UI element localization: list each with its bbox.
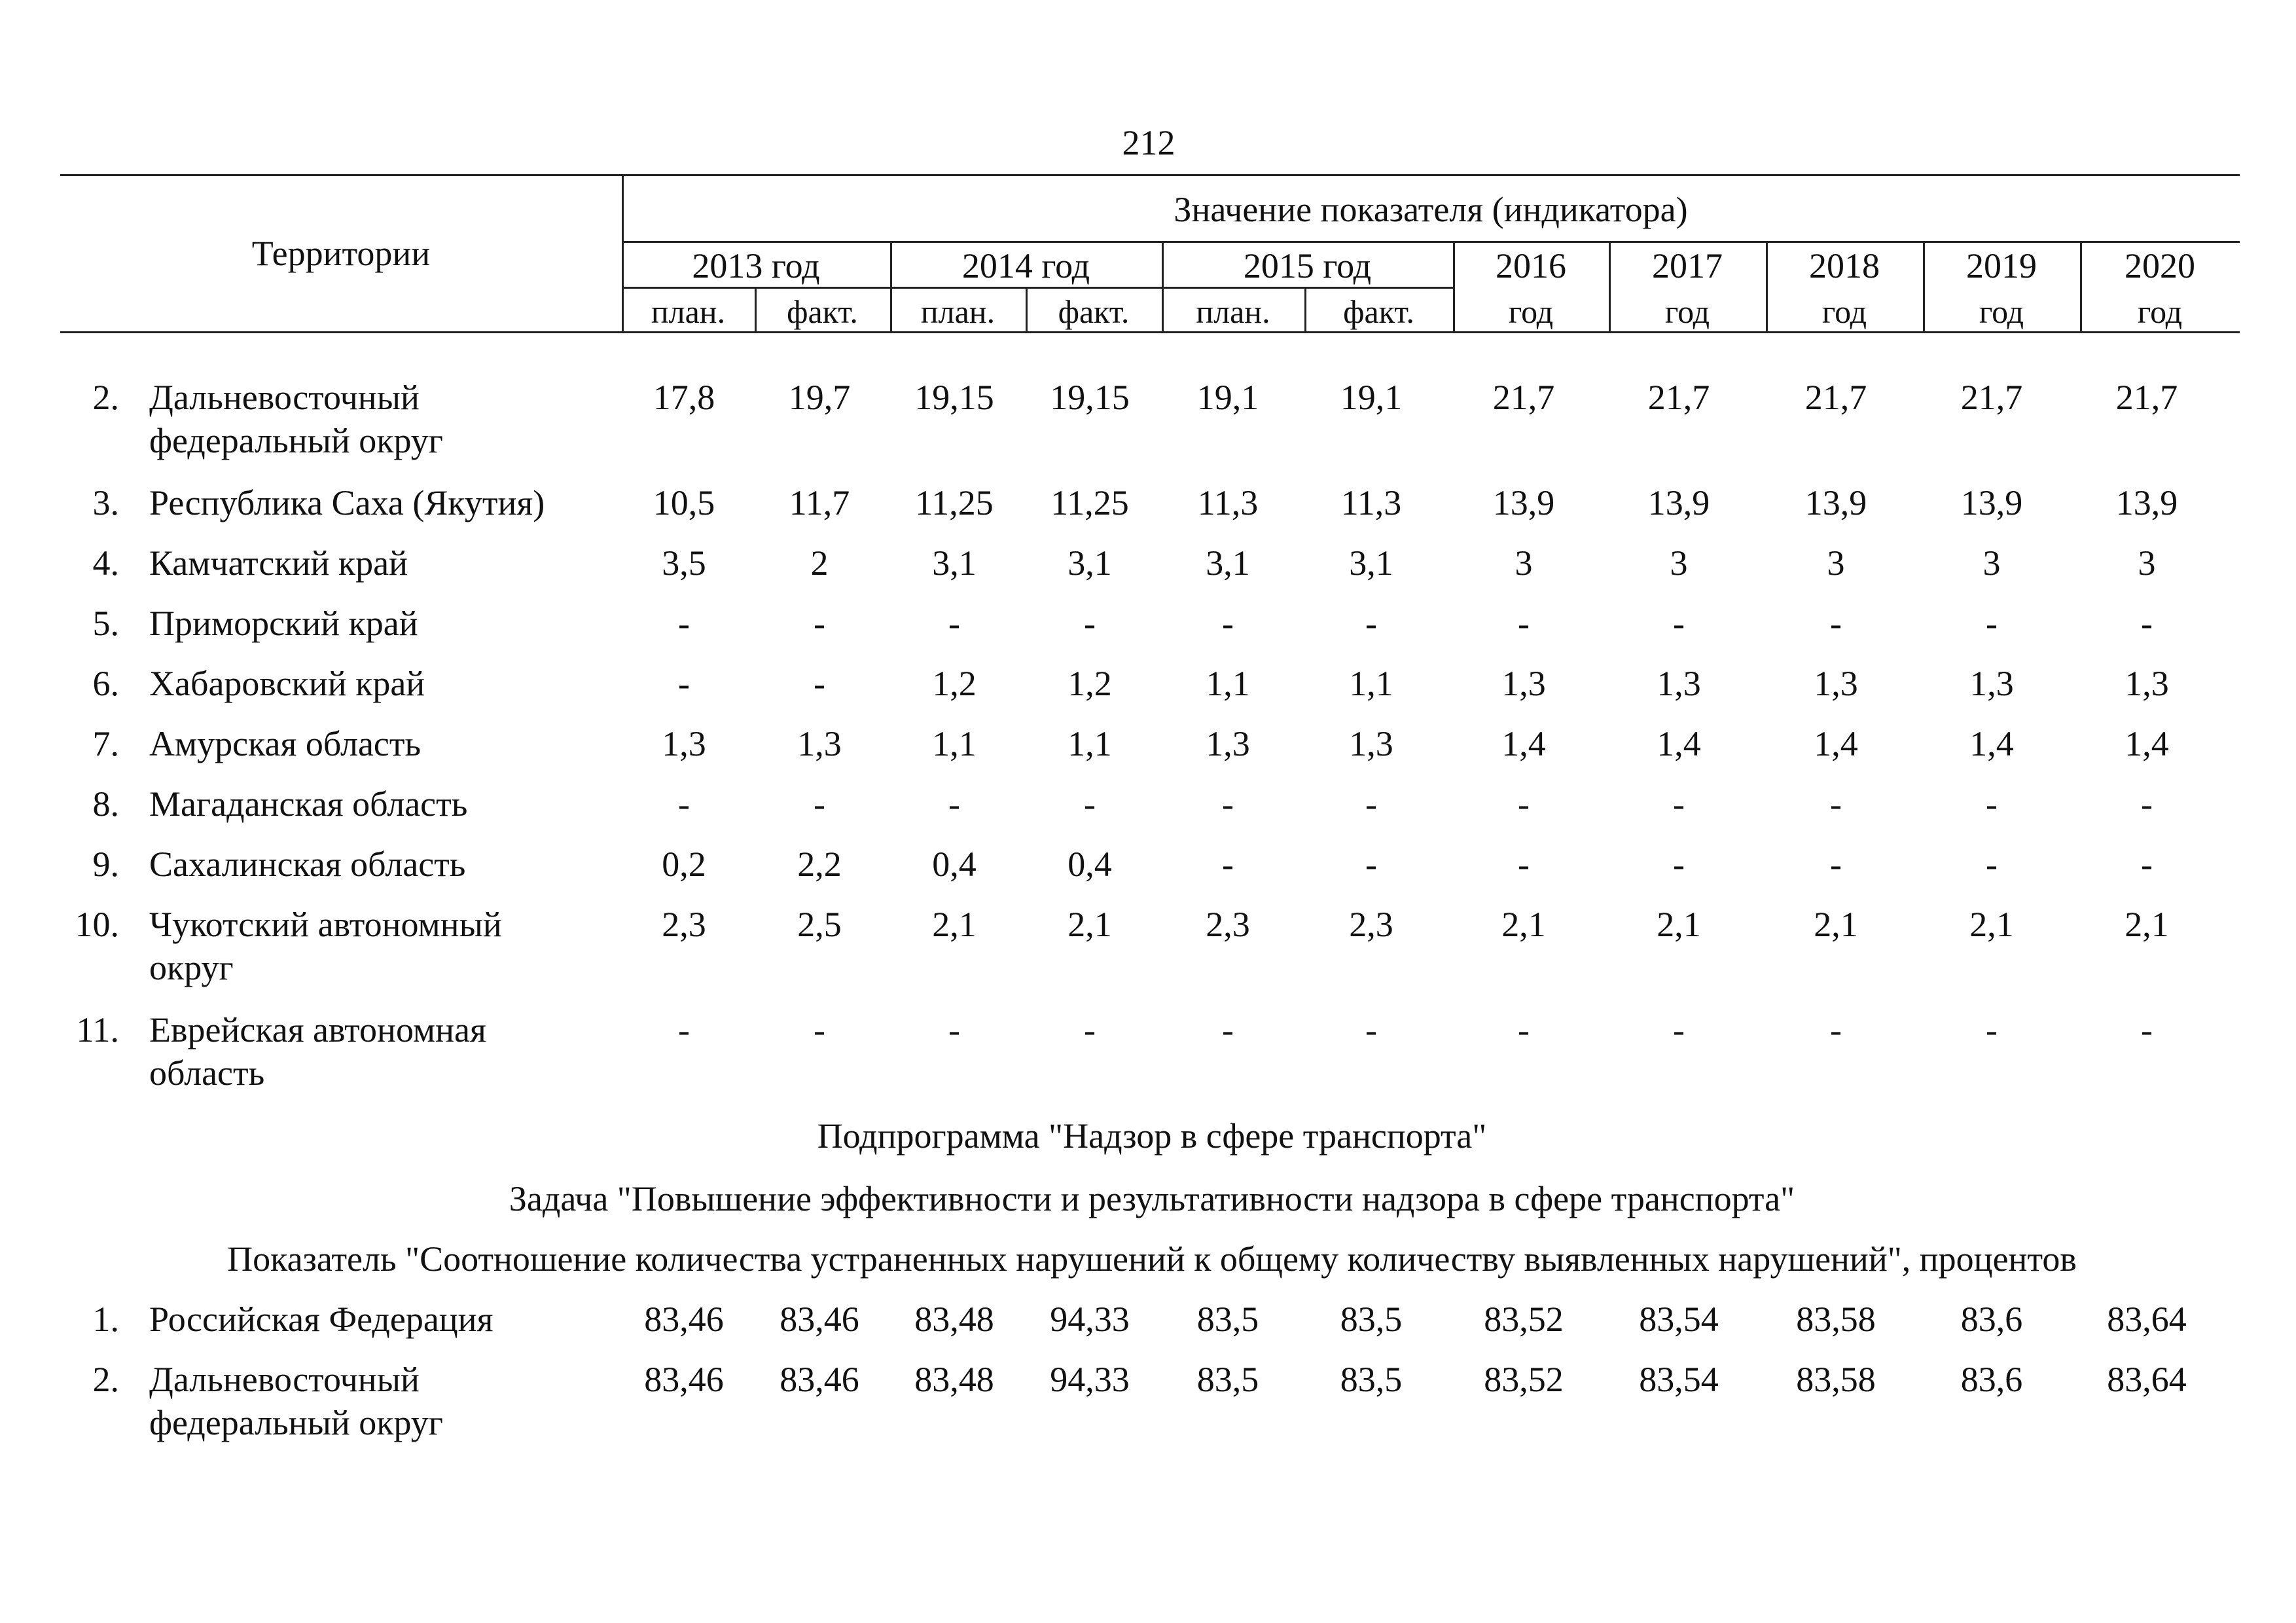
table-cell: 83,6 bbox=[1960, 1360, 2023, 1399]
table-cell: 83,46 bbox=[780, 1360, 859, 1399]
table-cell: 1,4 bbox=[1657, 724, 1701, 763]
table-cell: 3,5 bbox=[662, 543, 706, 583]
table-cell: 83,46 bbox=[780, 1300, 859, 1339]
table-cell: 3,1 bbox=[1067, 543, 1112, 583]
plan-header: план. bbox=[651, 293, 726, 330]
table-cell: - bbox=[2141, 845, 2153, 884]
table-cell: 19,7 bbox=[788, 378, 851, 417]
table-cell: - bbox=[678, 1010, 690, 1049]
table-cell: - bbox=[1222, 784, 1234, 824]
row-number: 2. bbox=[92, 378, 119, 417]
row-number: 2. bbox=[92, 1360, 119, 1399]
table-cell: 2,1 bbox=[2125, 905, 2169, 944]
territory-name: Дальневосточный bbox=[149, 378, 420, 417]
table-cell: - bbox=[1673, 1010, 1685, 1049]
table-cell: 1,3 bbox=[1206, 724, 1250, 763]
table-cell: 2,1 bbox=[1969, 905, 2014, 944]
table-cell: - bbox=[1222, 845, 1234, 884]
table-cell: 3 bbox=[1515, 543, 1533, 583]
table-cell: 83,52 bbox=[1484, 1300, 1564, 1339]
table-cell: 19,1 bbox=[1196, 378, 1259, 417]
fact-header: факт. bbox=[1058, 293, 1130, 330]
table-cell: - bbox=[1084, 1010, 1096, 1049]
table-cell: 1,4 bbox=[1501, 724, 1546, 763]
table-cell: 1,3 bbox=[1349, 724, 1393, 763]
table-cell: 1,1 bbox=[932, 724, 977, 763]
table-cell: - bbox=[2141, 784, 2153, 824]
territory-name: Магаданская область bbox=[149, 784, 468, 824]
table-cell: 1,4 bbox=[1814, 724, 1858, 763]
table-cell: 2,5 bbox=[797, 905, 842, 944]
header-subcol-rule bbox=[622, 287, 1453, 289]
table-cell: 83,6 bbox=[1960, 1300, 2023, 1339]
table-cell: 3,1 bbox=[1206, 543, 1250, 583]
table-cell: 83,54 bbox=[1639, 1300, 1719, 1339]
year-header-2019: 2019 bbox=[1966, 246, 2037, 285]
table-cell: 1,1 bbox=[1206, 664, 1250, 703]
table-cell: 19,1 bbox=[1340, 378, 1403, 417]
row-number: 1. bbox=[92, 1300, 119, 1339]
year-header-2017: 2017 bbox=[1652, 246, 1723, 285]
territory-name: Амурская область bbox=[149, 724, 422, 763]
table-cell: - bbox=[1830, 845, 1842, 884]
table-cell: 11,25 bbox=[915, 483, 994, 522]
table-cell: 13,9 bbox=[1960, 483, 2023, 522]
table-cell: 83,58 bbox=[1796, 1300, 1876, 1339]
table-cell: - bbox=[1365, 784, 1377, 824]
table-cell: 1,3 bbox=[1969, 664, 2014, 703]
table-cell: - bbox=[2141, 604, 2153, 643]
table-cell: - bbox=[1518, 604, 1530, 643]
year-suffix: год bbox=[2137, 293, 2183, 330]
table-cell: 13,9 bbox=[2115, 483, 2178, 522]
territory-name: Российская Федерация bbox=[149, 1300, 493, 1339]
year-header-2015: 2015 год bbox=[1243, 246, 1372, 285]
table-cell: 3 bbox=[1670, 543, 1688, 583]
table-cell: 11,7 bbox=[789, 483, 850, 522]
table-cell: 17,8 bbox=[653, 378, 715, 417]
header-top-rule bbox=[60, 174, 2240, 176]
fact-header: факт. bbox=[787, 293, 858, 330]
territory-name: федеральный округ bbox=[149, 421, 443, 460]
table-cell: 3,1 bbox=[1349, 543, 1393, 583]
row-number: 10. bbox=[75, 905, 119, 944]
table-cell: 10,5 bbox=[653, 483, 715, 522]
table-cell: 94,33 bbox=[1050, 1360, 1130, 1399]
table-cell: - bbox=[678, 784, 690, 824]
table-cell: 1,3 bbox=[662, 724, 706, 763]
table-cell: - bbox=[1673, 784, 1685, 824]
table-cell: 83,48 bbox=[914, 1300, 994, 1339]
table-cell: 13,9 bbox=[1492, 483, 1555, 522]
territory-name: Дальневосточный bbox=[149, 1360, 420, 1399]
year-suffix: год bbox=[1664, 293, 1710, 330]
row-number: 8. bbox=[92, 784, 119, 824]
table-cell: 2 bbox=[810, 543, 829, 583]
row-number: 7. bbox=[92, 724, 119, 763]
table-cell: 11,3 bbox=[1340, 483, 1402, 522]
table-cell: 11,3 bbox=[1197, 483, 1259, 522]
indicator-header: Значение показателя (индикатора) bbox=[1174, 190, 1688, 229]
table-cell: 3 bbox=[1982, 543, 2001, 583]
table-cell: 21,7 bbox=[1960, 378, 2023, 417]
table-cell: 1,3 bbox=[1501, 664, 1546, 703]
territory-name: Сахалинская область bbox=[149, 845, 466, 884]
table-cell: 83,58 bbox=[1796, 1360, 1876, 1399]
table-cell: 83,5 bbox=[1340, 1300, 1403, 1339]
table-cell: 83,5 bbox=[1196, 1300, 1259, 1339]
territory-name: федеральный округ bbox=[149, 1403, 443, 1442]
table-cell: 3,1 bbox=[932, 543, 977, 583]
table-cell: - bbox=[1986, 784, 1998, 824]
table-cell: 2,1 bbox=[1501, 905, 1546, 944]
year-header-2013: 2013 год bbox=[692, 246, 820, 285]
table-cell: 83,46 bbox=[644, 1360, 724, 1399]
table-cell: - bbox=[1986, 604, 1998, 643]
page-number: 212 bbox=[1122, 123, 1175, 162]
table-cell: - bbox=[1518, 1010, 1530, 1049]
table-cell: - bbox=[678, 604, 690, 643]
table-cell: - bbox=[814, 784, 825, 824]
table-cell: - bbox=[1365, 604, 1377, 643]
table-cell: 83,5 bbox=[1196, 1360, 1259, 1399]
table-cell: 0,2 bbox=[662, 845, 706, 884]
indicator-title: Показатель "Соотношение количества устраненных нарушений к общему количеству выявленных нарушений", процентов bbox=[227, 1239, 2077, 1279]
territory-name: Приморский край bbox=[149, 604, 418, 643]
territory-header: Территории bbox=[251, 234, 431, 273]
table-cell: - bbox=[1084, 784, 1096, 824]
table-cell: - bbox=[1365, 845, 1377, 884]
territory-name: Хабаровский край bbox=[149, 664, 425, 703]
row-number: 9. bbox=[92, 845, 119, 884]
table-cell: 83,48 bbox=[914, 1360, 994, 1399]
table-cell: - bbox=[1986, 1010, 1998, 1049]
table-cell: - bbox=[1830, 784, 1842, 824]
row-number: 3. bbox=[92, 483, 119, 522]
territory-name: Камчатский край bbox=[149, 543, 408, 583]
table-cell: 2,1 bbox=[1814, 905, 1858, 944]
table-cell: 2,2 bbox=[797, 845, 842, 884]
fact-header: факт. bbox=[1343, 293, 1414, 330]
table-cell: 1,2 bbox=[1067, 664, 1112, 703]
territory-name: Чукотский автономный bbox=[149, 905, 502, 944]
table-cell: 3 bbox=[2138, 543, 2156, 583]
header-indicator-rule bbox=[622, 241, 2240, 243]
table-cell: - bbox=[948, 784, 960, 824]
table-cell: 21,7 bbox=[2115, 378, 2178, 417]
table-cell: 0,4 bbox=[1067, 845, 1112, 884]
year-header-2018: 2018 bbox=[1809, 246, 1880, 285]
table-cell: 21,7 bbox=[1647, 378, 1710, 417]
table-cell: 1,3 bbox=[797, 724, 842, 763]
table-cell: - bbox=[1084, 604, 1096, 643]
table-cell: 2,1 bbox=[1067, 905, 1112, 944]
table-cell: 83,46 bbox=[644, 1300, 724, 1339]
table-cell: 2,3 bbox=[1206, 905, 1250, 944]
table-cell: 2,3 bbox=[1349, 905, 1393, 944]
table-cell: - bbox=[678, 664, 690, 703]
plan-header: план. bbox=[1196, 293, 1270, 330]
year-header-2014: 2014 год bbox=[961, 246, 1090, 285]
year-suffix: год bbox=[1979, 293, 2024, 330]
table-cell: - bbox=[1222, 1010, 1234, 1049]
table-cell: 13,9 bbox=[1647, 483, 1710, 522]
table-cell: 1,4 bbox=[2125, 724, 2169, 763]
table-cell: 1,3 bbox=[1814, 664, 1858, 703]
table-cell: 83,64 bbox=[2107, 1360, 2187, 1399]
table-cell: 2,1 bbox=[932, 905, 977, 944]
territory-name: Еврейская автономная bbox=[149, 1010, 486, 1049]
table-cell: 1,3 bbox=[1657, 664, 1701, 703]
table-cell: 19,15 bbox=[914, 378, 994, 417]
table-cell: 1,4 bbox=[1969, 724, 2014, 763]
table-cell: 3 bbox=[1827, 543, 1845, 583]
year-suffix: год bbox=[1821, 293, 1867, 330]
header-bottom-rule bbox=[60, 331, 2240, 333]
table-cell: - bbox=[2141, 1010, 2153, 1049]
table-cell: 21,7 bbox=[1804, 378, 1867, 417]
row-number: 6. bbox=[92, 664, 119, 703]
subprogram-title: Подпрограмма "Надзор в сфере транспорта" bbox=[817, 1116, 1487, 1156]
year-header-2020: 2020 bbox=[2125, 246, 2195, 285]
table-cell: - bbox=[1518, 784, 1530, 824]
row-number: 4. bbox=[92, 543, 119, 583]
table-cell: - bbox=[814, 1010, 825, 1049]
table-cell: 1,2 bbox=[932, 664, 977, 703]
table-cell: - bbox=[1673, 845, 1685, 884]
table-cell: 0,4 bbox=[932, 845, 977, 884]
table-cell: - bbox=[1673, 604, 1685, 643]
year-header-2016: 2016 bbox=[1496, 246, 1566, 285]
table-cell: - bbox=[1986, 845, 1998, 884]
table-cell: 2,1 bbox=[1657, 905, 1701, 944]
table-cell: - bbox=[1518, 845, 1530, 884]
table-cell: - bbox=[1365, 1010, 1377, 1049]
table-cell: 2,3 bbox=[662, 905, 706, 944]
territory-name: округ bbox=[149, 948, 234, 987]
territory-name: область bbox=[149, 1053, 265, 1093]
table-cell: 83,54 bbox=[1639, 1360, 1719, 1399]
table-cell: 19,15 bbox=[1050, 378, 1130, 417]
table-cell: 83,52 bbox=[1484, 1360, 1564, 1399]
table-cell: - bbox=[948, 1010, 960, 1049]
table-cell: - bbox=[1222, 604, 1234, 643]
table-cell: - bbox=[814, 664, 825, 703]
task-title: Задача "Повышение эффективности и результативности надзора в сфере транспорта" bbox=[509, 1179, 1795, 1218]
table-cell: 83,64 bbox=[2107, 1300, 2187, 1339]
table-cell: - bbox=[1830, 604, 1842, 643]
table-cell: 11,25 bbox=[1050, 483, 1129, 522]
year-suffix: год bbox=[1508, 293, 1554, 330]
table-cell: - bbox=[1830, 1010, 1842, 1049]
row-number: 11. bbox=[76, 1010, 119, 1049]
row-number: 5. bbox=[92, 604, 119, 643]
table-cell: 83,5 bbox=[1340, 1360, 1403, 1399]
table-cell: 13,9 bbox=[1804, 483, 1867, 522]
table-cell: - bbox=[814, 604, 825, 643]
table-cell: - bbox=[948, 604, 960, 643]
plan-header: план. bbox=[920, 293, 996, 330]
table-cell: 1,1 bbox=[1067, 724, 1112, 763]
table-cell: 1,1 bbox=[1349, 664, 1393, 703]
table-cell: 94,33 bbox=[1050, 1300, 1130, 1339]
table-cell: 1,3 bbox=[2125, 664, 2169, 703]
table-cell: 21,7 bbox=[1492, 378, 1555, 417]
territory-name: Республика Саха (Якутия) bbox=[149, 483, 545, 522]
